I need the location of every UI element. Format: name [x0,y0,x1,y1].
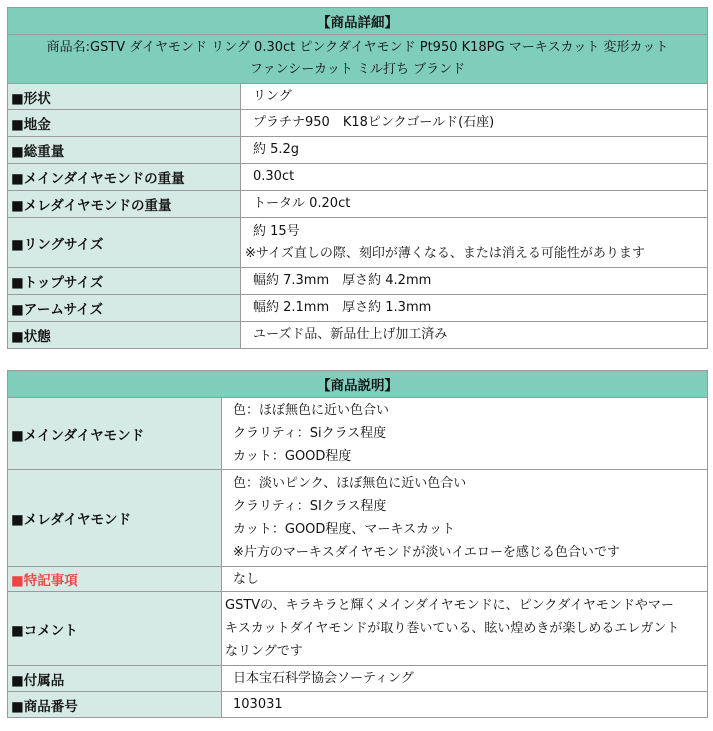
row-label-condition: ■状態 [8,322,241,349]
row-label-main-diamond-weight: ■メインダイヤモンドの重量 [8,164,241,191]
comment-line: キスカットダイヤモンドが取り巻いている、眩い煌めきが楽しめるエレガント [225,621,680,636]
product-title-line: ファンシーカット ミル打ち ブランド [249,62,466,77]
melee-diamond-line: 色：淡いピンク、ほぼ無色に近い色合い [233,476,467,491]
row-value-condition: ユーズド品、新品仕上げ加工済み [241,322,708,349]
row-label-metal: ■地金 [8,110,241,137]
description-header: 【商品説明】 [8,371,708,398]
product-title-line: 商品名:GSTV ダイヤモンド リング 0.30ct ピンクダイヤモンド Pt950 K18PG マーキスカット 変形カット [46,40,669,55]
ring-size-note: ※サイズ直しの際、刻印が薄くなる、または消える可能性があります [245,245,645,261]
row-value-top-size: 幅約 7.3mm 厚さ約 4.2mm [241,268,708,295]
row-label-comment: ■コメント [8,592,222,666]
row-value-ring-size [241,218,708,268]
melee-diamond-line: ※片方のマーキスダイヤモンドが淡いイエローを感じる色合いです [233,545,620,560]
row-label-ring-size: ■リングサイズ [8,218,241,268]
row-label-accessories: ■付属品 [8,666,222,692]
row-value-main-diamond-weight: 0.30ct [241,164,708,191]
comment-line: なリングです [225,644,303,659]
row-value-melee-diamond-weight: トータル 0.20ct [241,191,708,218]
row-label-arm-size: ■アームサイズ [8,295,241,322]
row-label-product-number: ■商品番号 [8,692,222,718]
row-value-arm-size: 幅約 2.1mm 厚さ約 1.3mm [241,295,708,322]
row-value-total-weight: 約 5.2g [241,137,708,164]
row-value-special-notes: なし [222,567,708,592]
product-detail-table [7,7,708,349]
row-value-comment [222,592,708,666]
row-value-product-number: 103031 [222,692,708,718]
row-value-shape: リング [241,84,708,110]
main-diamond-line: 色：ほぼ無色に近い色合い [233,403,390,418]
row-label-melee-diamond-weight: ■メレダイヤモンドの重量 [8,191,241,218]
melee-diamond-line: カット：GOOD程度、マーキスカット [233,522,456,537]
row-label-top-size: ■トップサイズ [8,268,241,295]
row-label-shape: ■形状 [8,84,241,110]
melee-diamond-line: クラリティ：SIクラス程度 [233,499,387,514]
detail-header: 【商品詳細】 [8,8,708,35]
ring-size-value: 約 15号 [253,223,300,239]
row-value-metal: プラチナ950 K18ピンクゴールド(石座) [241,110,708,137]
comment-line: GSTVの、キラキラと輝くメインダイヤモンドに、ピンクダイヤモンドやマー [225,598,674,613]
main-diamond-line: カット：GOOD程度 [233,449,352,464]
row-label-total-weight: ■総重量 [8,137,241,164]
product-title [8,35,708,84]
row-value-melee-diamond [222,470,708,567]
row-value-accessories: 日本宝石科学協会ソーティング [222,666,708,692]
row-label-melee-diamond: ■メレダイヤモンド [8,470,222,567]
row-label-main-diamond: ■メインダイヤモンド [8,398,222,470]
row-value-main-diamond [222,398,708,470]
row-label-special-notes: ■特記事項 [8,567,222,592]
main-diamond-line: クラリティ：Siクラス程度 [233,426,387,441]
product-description-table [7,370,708,718]
